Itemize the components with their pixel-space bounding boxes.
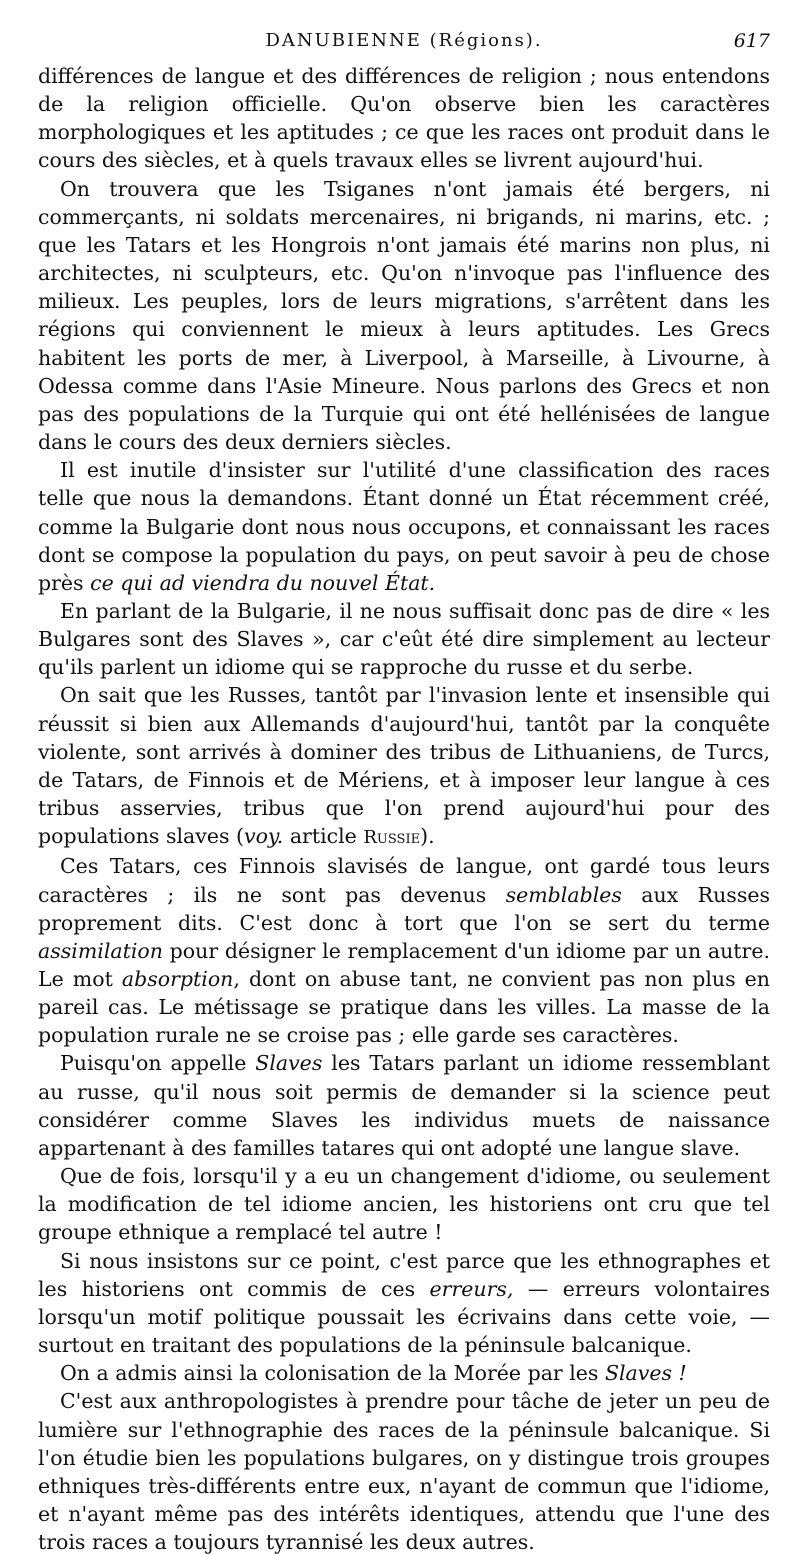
paragraph-7-text-a: Puisqu'on appelle [60, 1051, 256, 1076]
paragraph-5-text: On sait que les Russes, tantôt par l'invasion lente et insensible qui réussit si bien aux Allemands d'aujourd'hui, tantôt par la conquête violente, sont arrivés à dominer des tribus de Lithuaniens, de Turcs, de Tatars, de Finnois et de Mériens, et à imposer leur langue à ces tribus asservies, tribus que l'on prend aujourd'hui pour des populations slaves ( [38, 683, 770, 849]
paragraph-6 [38, 852, 770, 1049]
paragraph-6-semblables: semblables [505, 882, 622, 907]
page-header [38, 30, 770, 56]
paragraph-7-slaves: Slaves [255, 1051, 323, 1076]
paragraph-6-text-b: aux Russes proprement dits. C'est donc à tort que l'on se sert du terme [38, 882, 770, 935]
paragraph-2: On trouvera que les Tsiganes n'ont jamais été bergers, ni commerçants, ni soldats mercenaires, ni brigands, ni marins, etc. ; que les Tatars et les Hongrois n'ont jamais été marins non plus, ni architectes, ni sculpteurs, etc. Qu'on n'invoque pas l'influence des milieux. Les peuples, lors de leurs migrations, s'arrêtent dans les régions qui conviennent le mieux à leurs aptitudes. Les Grecs habitent les ports de mer, à Liverpool, à Marseille, à Livourne, à Odessa comme dans l'Asie Mineure. Nous parlons des Grecs et non pas des populations de la Turquie qui ont été hellénisées de langue dans le cours des deux derniers siècles. [38, 176, 770, 455]
paragraph-11: C'est aux anthropologistes à prendre pour tâche de jeter un peu de lumière sur l'ethnographie des races de la péninsule balcanique. Si l'on étudie bien les populations bulgares, on y distingue trois groupes ethniques très-différents entre eux, n'ayant de commun que l'idiome, et n'ayant même pas des intérêts identiques, attendu que l'une des trois races a toujours tyrannisé les deux autres. [38, 1389, 770, 1555]
paragraph-9 [38, 1247, 770, 1360]
paragraph-6-text-a: Ces Tatars, ces Finnois slavisés de langue, ont gardé tous leurs caractères ; ils ne sont pas devenus [38, 854, 770, 907]
paragraph-3-italic: ce qui ad viendra du nouvel État. [90, 570, 436, 595]
paragraph-6-assimilation: assimilation [38, 938, 163, 963]
paragraph-10-slaves: Slaves ! [604, 1361, 687, 1386]
paragraph-10 [38, 1359, 770, 1387]
paragraph-5-voy: voy. [244, 824, 284, 849]
paragraph-9-erreurs: erreurs, [429, 1276, 514, 1301]
running-head: DANUBIENNE (Régions). [265, 30, 543, 51]
page-number: 617 [733, 30, 770, 52]
paragraph-8: Que de fois, lorsqu'il y a eu un changement d'idiome, ou seulement la modification de tel idiome ancien, les historiens ont cru que tel groupe ethnique a remplacé tel autre ! [38, 1164, 770, 1245]
paragraph-6-absorption: absorption [121, 967, 234, 991]
paragraph-4: En parlant de la Bulgarie, il ne nous suffisait donc pas de dire « les Bulgares sont des Slaves », car c'eût été dire simplement au lecteur qu'ils parlent un idiome qui se rapproche du russe et du serbe. [38, 598, 770, 680]
paragraph-5-text-c: ). [420, 824, 435, 849]
paragraph-5-russie: Russie [363, 827, 421, 849]
paragraph-3 [38, 456, 770, 597]
body-text [38, 62, 770, 1556]
paragraph-3-text: Il est inutile d'insister sur l'utilité d'une classification des races telle que nous la demandons. Étant donné un État récemment créé, comme la Bulgarie dont nous nous occupons, et connaissant les races dont se compose la population du pays, on peut savoir à peu de chose près [38, 458, 770, 595]
paragraph-9-text-a: Si nous insistons sur ce point, c'est parce que les ethnographes et les historiens ont commis de ces [38, 1248, 770, 1301]
paragraph-5-text-b: article [283, 824, 364, 849]
paragraph-5 [38, 681, 770, 852]
paragraph-6-text-d: , dont on abuse tant, ne convient pas non plus en pareil cas. Le métissage se pratique dans les villes. La masse de la population rurale ne se croise pas ; elle garde ses caractères. [38, 967, 770, 1048]
paragraph-1: différences de langue et des différences de religion ; nous entendons de la religion officielle. Qu'on observe bien les caractères morphologiques et les aptitudes ; ce que les races ont produit dans le cours des siècles, et à quels travaux elles se livrent aujourd'hui. [38, 64, 770, 173]
paragraph-7-text-b: les Tatars parlant un idiome ressemblant au russe, qu'il nous soit permis de demander si la science peut considérer comme Slaves les individus muets de naissance appartenant à des familles tatares qui ont adopté une langue slave. [38, 1051, 770, 1160]
paragraph-7 [38, 1049, 770, 1162]
paragraph-10-text: On a admis ainsi la colonisation de la Morée par les [60, 1361, 605, 1386]
paragraph-9-text-b: — erreurs volontaires lorsqu'un motif politique poussait les écrivains dans cette voie, — surtout en traitant des populations de la péninsule balcanique. [38, 1276, 770, 1358]
paragraph-6-text-c: pour désigner le remplacement d'un idiome par un autre. Le mot [38, 938, 770, 991]
